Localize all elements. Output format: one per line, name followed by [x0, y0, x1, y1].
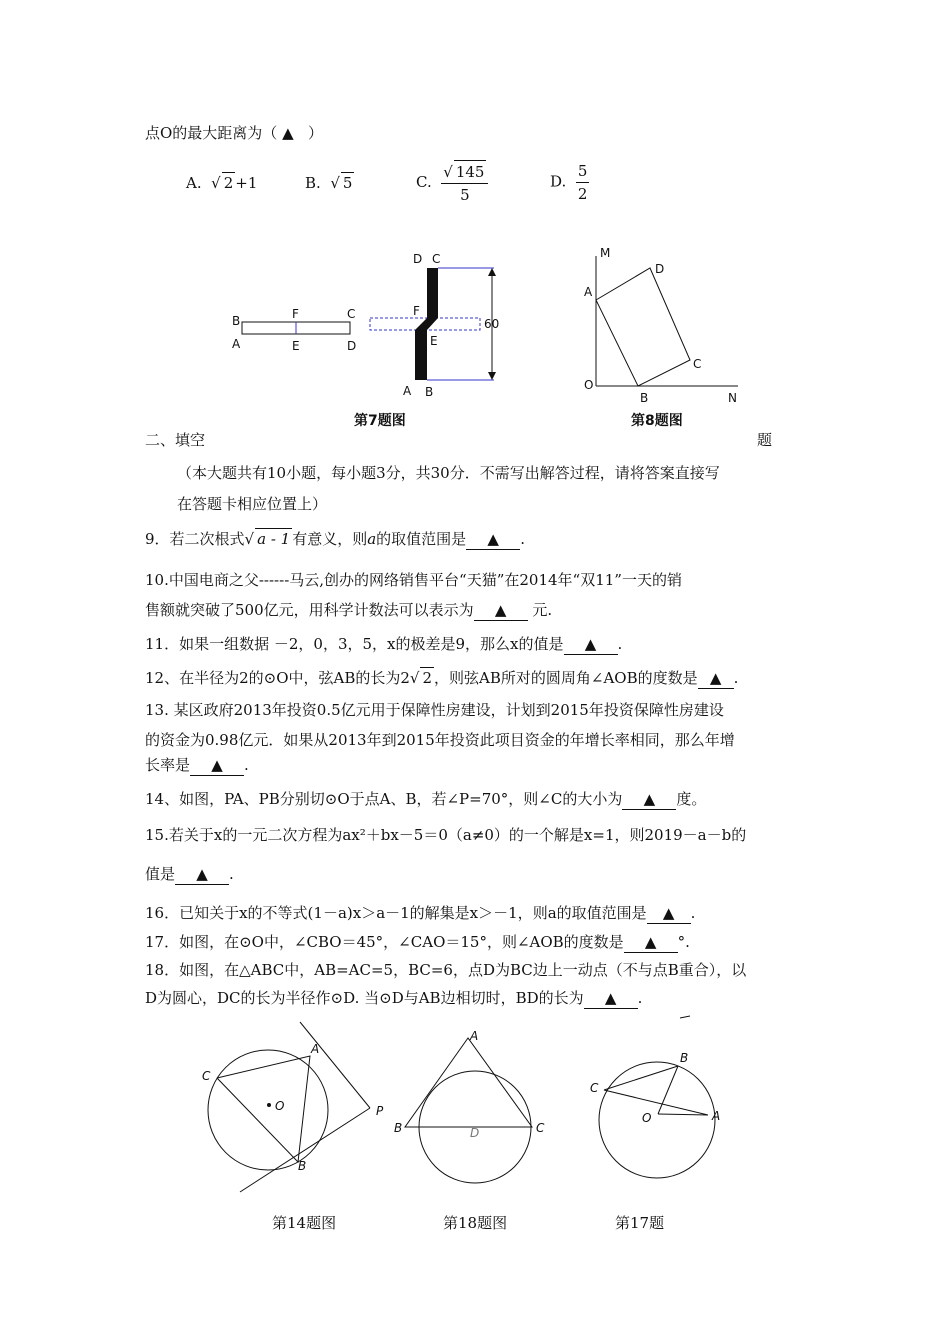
fig14-triangle	[217, 1056, 310, 1162]
question-11: 11．如果一组数据 －2，0，3，5，x的极差是9，那么x的值是 ▲ .	[145, 635, 623, 653]
question-15-line1: 15.若关于x的一元二次方程为ax²＋bx－5＝0（a≠0）的一个解是x=1，则2019－a－b的	[145, 826, 747, 844]
fig7-label-f2: F	[413, 304, 420, 318]
answer-blank: ▲	[474, 600, 528, 621]
fig7-label-a2: A	[403, 384, 412, 398]
fig7-label-d: D	[347, 339, 357, 353]
fig8-label-c: C	[693, 357, 702, 371]
question-10-line1: 10.中国电商之父------马云,创办的网络销售平台“天猫”在2014年“双11”一天的销	[145, 571, 682, 589]
fig7-label-e2: E	[430, 334, 438, 348]
fig17-stray-mark	[680, 1016, 690, 1018]
question-18-line2: D为圆心，DC的长为半径作⊙D. 当⊙D与AB边相切时，BD的长为 ▲ .	[145, 989, 643, 1007]
section2-note-line1: （本大题共有10小题，每小题3分，共30分．不需写出解答过程，请将答案直接写	[177, 464, 720, 482]
question-17: 17．如图，在⊙O中，∠CBO＝45°，∠CAO＝15°，则∠AOB的度数是 ▲ °.	[145, 933, 690, 951]
section2-note-line2: 在答题卡相应位置上）	[177, 495, 328, 513]
fig8-label-n: N	[728, 391, 737, 405]
fig8-label-m: M	[600, 246, 611, 260]
q8-choice-d: D. $\frac{5}{2}$	[550, 162, 588, 203]
answer-blank: ▲	[647, 903, 691, 924]
fig7-dim-60: 60	[484, 317, 500, 331]
fig17-caption: 第17题	[615, 1214, 665, 1232]
answer-blank: ▲	[190, 755, 244, 776]
question-15-line2: 值是 ▲ .	[145, 865, 234, 883]
fig14-tangent-pa	[300, 1022, 370, 1108]
question-9: 9．若二次根式√ a - 1 有意义，则a的取值范围是 ▲ .	[145, 530, 525, 548]
question-13-line3: 长率是 ▲ .	[145, 756, 249, 774]
fig8-caption: 第8题图	[631, 413, 683, 429]
fig14-label-a: A	[311, 1042, 320, 1056]
section2-heading-right: 题	[757, 431, 773, 449]
q8-choice-c: C. $\frac{√ 145}{5}$	[416, 160, 488, 206]
fig17-label-b: B	[680, 1051, 689, 1065]
fig8-label-d: D	[655, 262, 665, 276]
q8-stem: 点O的最大距离为（ ▲ ）	[145, 124, 323, 142]
fig17-label-o: O	[642, 1111, 652, 1125]
question-14: 14、如图，PA、PB分别切⊙O于点A、B，若∠P=70°，则∠C的大小为 ▲ 度。	[145, 790, 707, 808]
fig17-chord-cb	[604, 1066, 678, 1090]
fig7-label-c2: C	[432, 252, 441, 266]
fig18-label-d: D	[470, 1126, 480, 1140]
fig8-label-b: B	[640, 391, 649, 405]
fig17-label-c: C	[590, 1081, 599, 1095]
fig14-label-p: P	[376, 1104, 384, 1118]
fig7-label-f: F	[292, 307, 299, 321]
fig14-circle	[208, 1050, 328, 1170]
question-16: 16．已知关于x的不等式(1－a)x＞a－1的解集是x＞－1，则a的取值范围是 ▲ .	[145, 904, 696, 922]
q8-choice-b: B. √ 5	[305, 174, 353, 192]
answer-blank: ▲	[466, 529, 520, 550]
fig17-circle	[599, 1062, 715, 1178]
fig8-label-o: O	[584, 378, 594, 392]
question-13-line2: 的资金为0.98亿元．如果从2013年到2015年投资此项目资金的年增长率相同，那么年增	[145, 731, 735, 749]
fig18-label-a: A	[470, 1029, 479, 1043]
answer-blank: ▲	[624, 932, 678, 953]
q8-choice-a: A. √ 2 +1	[186, 174, 258, 192]
fig14-label-o: O	[275, 1099, 285, 1113]
answer-blank: ▲	[698, 668, 734, 689]
fig17-chord-ca	[604, 1090, 708, 1115]
answer-blank: ▲	[564, 634, 618, 655]
fig17-radius-oa	[658, 1114, 708, 1115]
fig7-label-b2: B	[425, 385, 434, 399]
fig18-label-b: B	[394, 1121, 403, 1135]
fig7-label-c: C	[347, 307, 356, 321]
answer-blank: ▲	[622, 789, 676, 810]
fig7-label-a: A	[232, 337, 241, 351]
fig17-label-a: A	[712, 1109, 721, 1123]
fig7-label-e: E	[292, 339, 300, 353]
fig18-triangle	[405, 1038, 532, 1127]
question-12: 12、在半径为2的⊙O中，弦AB的长为2√ 2 ，则弦AB所对的圆周角∠AOB的度数是 ▲ .	[145, 669, 739, 687]
fig14-label-b: B	[298, 1159, 307, 1173]
fig8-label-a: A	[584, 285, 593, 299]
question-13-line1: 13. 某区政府2013年投资0.5亿元用于保障性房建设，计划到2015年投资保障性房建设	[145, 701, 724, 719]
fig14-caption: 第14题图	[272, 1214, 337, 1232]
fig14-tangent-pb	[240, 1108, 370, 1192]
question-10-line2: 售额就突破了500亿元，用科学计数法可以表示为 ▲ 元.	[145, 601, 553, 619]
answer-blank: ▲	[175, 864, 229, 885]
section2-heading: 二、填空	[145, 431, 206, 449]
fig7-caption: 第7题图	[354, 413, 406, 429]
fig7-label-b: B	[232, 314, 241, 328]
question-18-line1: 18．如图，在△ABC中，AB=AC=5，BC=6，点D为BC边上一动点（不与点B重合），以	[145, 961, 747, 979]
answer-blank: ▲	[584, 988, 638, 1009]
fig18-caption: 第18题图	[443, 1214, 508, 1232]
fig14-center-dot	[267, 1103, 271, 1107]
fig18-label-c: C	[536, 1121, 545, 1135]
fig14-label-c: C	[202, 1069, 211, 1083]
fig7-label-d2: D	[413, 252, 423, 266]
